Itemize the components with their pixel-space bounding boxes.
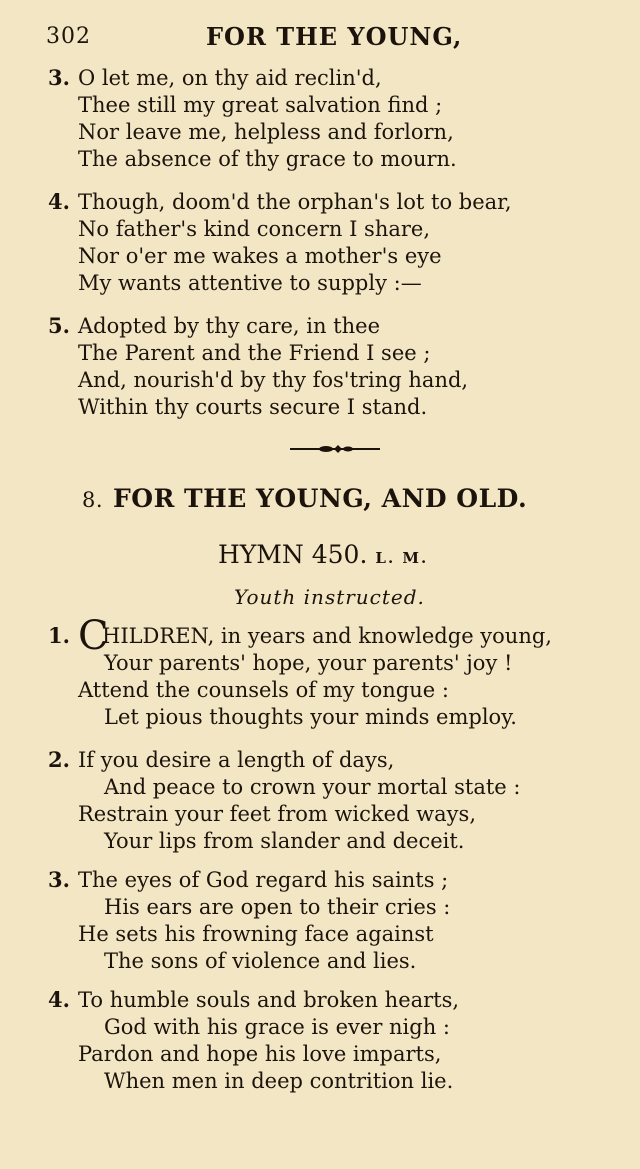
verse-line: Attend the counsels of my tongue : <box>78 678 449 702</box>
verse-line: O let me, on thy aid reclin'd, <box>78 66 382 90</box>
stanza <box>48 188 608 297</box>
verse-line: No father's kind concern I share, <box>78 217 431 241</box>
stanza <box>48 986 608 1095</box>
verse-line: God with his grace is ever nigh : <box>104 1015 450 1039</box>
stanza-number: 1. <box>48 623 70 648</box>
stanza <box>48 613 608 731</box>
section-number: 8. <box>82 488 104 512</box>
verse-line: HILDREN, in years and knowledge young, <box>102 624 552 648</box>
stanza-number: 4. <box>48 987 70 1012</box>
verse-line: My wants attentive to supply :— <box>78 271 422 295</box>
verse-line: The Parent and the Friend I see ; <box>78 341 431 365</box>
stanza-number: 3. <box>48 867 70 892</box>
stanza <box>48 312 608 421</box>
verse-line: The sons of violence and lies. <box>104 949 417 973</box>
verse-line: The absence of thy grace to mourn. <box>78 147 457 171</box>
ornament-divider <box>290 444 380 454</box>
running-head: FOR THE YOUNG, <box>206 22 463 51</box>
page-number: 302 <box>46 24 91 49</box>
verse-line: Though, doom'd the orphan's lot to bear, <box>78 190 512 214</box>
verse-line: The eyes of God regard his saints ; <box>78 868 449 892</box>
page-header <box>46 20 586 60</box>
verse-line: Your lips from slander and deceit. <box>104 829 465 853</box>
verse-line: And, nourish'd by thy fos'tring hand, <box>78 368 469 392</box>
verse-line: Pardon and hope his love imparts, <box>78 1042 442 1066</box>
stanza-number: 5. <box>48 313 70 338</box>
stanza <box>48 866 608 975</box>
verse-line: If you desire a length of days, <box>78 748 395 772</box>
hymn-meter: L. M. <box>375 549 429 567</box>
hymn-heading <box>218 540 428 569</box>
verse-line: Thee still my great salvation find ; <box>78 93 443 117</box>
verse-line: Adopted by thy care, in thee <box>78 314 380 338</box>
verse-line: Your parents' hope, your parents' joy ! <box>104 651 513 675</box>
verse-line: Nor o'er me wakes a mother's eye <box>78 244 442 268</box>
verse-line: To humble souls and broken hearts, <box>78 988 460 1012</box>
drop-cap: C <box>78 613 109 659</box>
stanza-number: 4. <box>48 189 70 214</box>
verse-line: When men in deep contrition lie. <box>104 1069 454 1093</box>
stanza-number: 3. <box>48 65 70 90</box>
verse-line: Restrain your feet from wicked ways, <box>78 802 476 826</box>
verse-line: And peace to crown your mortal state : <box>104 775 521 799</box>
verse-line: His ears are open to their cries : <box>104 895 451 919</box>
verse-line: Let pious thoughts your minds employ. <box>104 705 517 729</box>
section-heading <box>82 484 527 513</box>
stanza-number: 2. <box>48 747 70 772</box>
hymn-title: HYMN 450. <box>218 540 368 569</box>
stanza <box>48 746 608 855</box>
stanza <box>48 64 608 173</box>
verse-line: He sets his frowning face against <box>78 922 434 946</box>
section-title: FOR THE YOUNG, AND OLD. <box>113 484 528 513</box>
verse-line: Nor leave me, helpless and forlorn, <box>78 120 454 144</box>
hymn-subtitle: Youth instructed. <box>234 585 425 609</box>
verse-line: Within thy courts secure I stand. <box>78 395 428 419</box>
